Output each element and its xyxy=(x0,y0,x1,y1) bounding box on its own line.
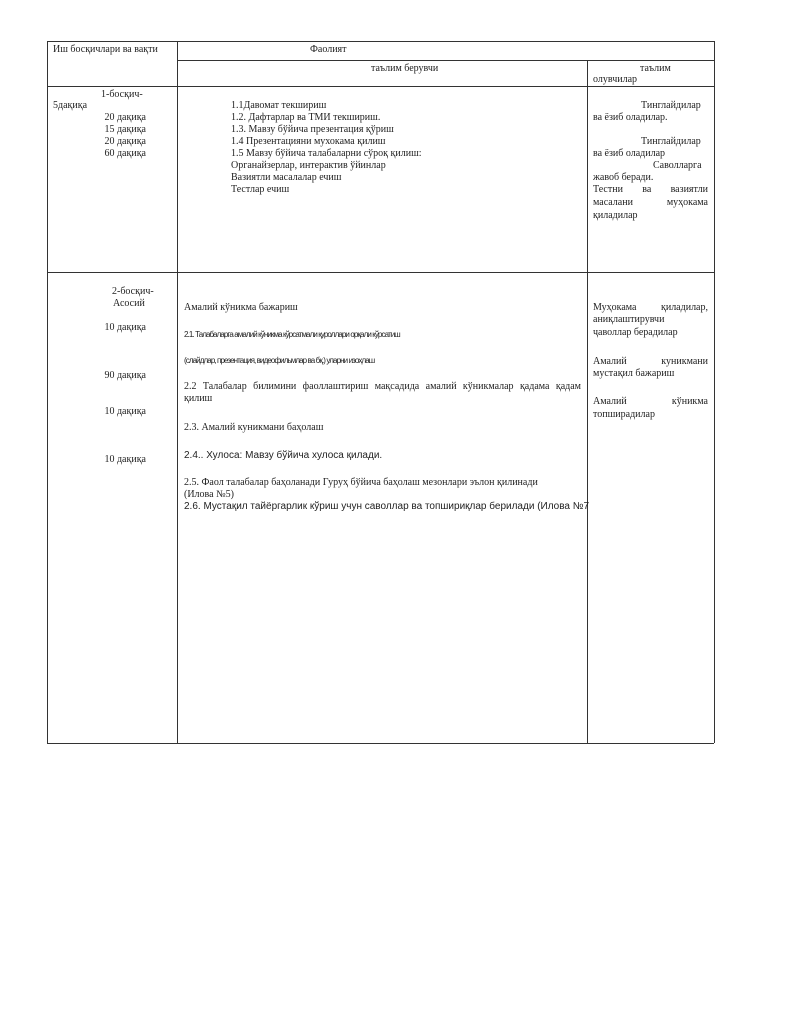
stage2-teacher-step: 2.4.. Хулоса: Мавзу бўйича хулоса қилади. xyxy=(184,450,383,461)
stage1-teacher-step: 1.3. Мавзу бўйича презентация қўриш xyxy=(231,124,394,135)
stage2-time: 90 дақиқа xyxy=(104,370,146,381)
stage2-teacher-step: 2.1. Талабаларга амалий кўникма кўрсатмали қуроллари орқали кўрсатиш xyxy=(184,330,400,339)
stage1-student-text: жавоб беради. xyxy=(593,172,654,183)
stage2-subtitle: Асосий xyxy=(113,298,145,309)
stage2-teacher-step: (Илова №5) xyxy=(184,489,234,500)
stage2-teacher-step: қилиш xyxy=(184,393,213,404)
stage1-student-text: Тинглайдилар xyxy=(641,100,701,111)
stage1-teacher-step: 1.4 Презентацияни мухокама қилиш xyxy=(231,136,386,147)
header-stages-time: Иш босқичлари ва вақти xyxy=(53,44,158,55)
stage2-teacher-step: (слайдлар, презентация, видеофильмлар ва бқ.) уларни изоҳлаш xyxy=(184,356,375,365)
stage1-student-text: қиладилар xyxy=(593,210,638,221)
header-teacher: таълим берувчи xyxy=(371,63,439,74)
header-students-line1: таълим xyxy=(640,63,671,74)
stage2-teacher-step: 2.2 Талабалар билимини фаоллаштириш мақсадида амалий кўникмалар қадама қадам xyxy=(184,381,581,392)
stage1-time: 20 дақиқа xyxy=(104,112,146,123)
stage2-student-text: мустақил бажариш xyxy=(593,368,675,379)
stage2-title: 2-босқич- xyxy=(112,286,154,297)
stage2-time: 10 дақиқа xyxy=(104,454,146,465)
stage1-student-text: Тестни ва вазиятли xyxy=(593,184,708,195)
stage2-teacher-step: 2.3. Амалий куникмани баҳолаш xyxy=(184,422,324,433)
stage1-student-text: ва ёзиб оладилар xyxy=(593,148,666,159)
stage1-student-text: Саволларга xyxy=(653,160,702,171)
stage1-time: 60 дақиқа xyxy=(104,148,146,159)
stage1-teacher-step: 1.1Давомат текшириш xyxy=(231,100,327,111)
stage1-time: 15 дақиқа xyxy=(104,124,146,135)
stage1-student-text: Тинглайдилар xyxy=(641,136,701,147)
stage2-student-text: аниқлаштирувчи xyxy=(593,314,665,325)
stage2-student-text: Муҳокама қиладилар, xyxy=(593,302,708,313)
header-activity: Фаолият xyxy=(310,44,347,55)
stage1-time: 20 дақиқа xyxy=(104,136,146,147)
stage2-teacher-step: 2.5. Фаол талабалар баҳоланади Гуруҳ бўйича баҳолаш мезонлари эълон қилинади xyxy=(184,477,538,488)
stage2-time: 10 дақиқа xyxy=(104,406,146,417)
stage2-time: 10 дақиқа xyxy=(104,322,146,333)
header-students-line2: олувчилар xyxy=(593,74,638,85)
stage2-teacher-intro: Амалий кўникма бажариш xyxy=(184,302,298,313)
stage1-teacher-step: Органайзерлар, интерактив ўйинлар xyxy=(231,160,386,171)
stage1-duration: 5дақиқа xyxy=(53,100,88,111)
stage2-student-text: Амалий кўникма xyxy=(593,396,708,407)
stage1-student-text: масалани муҳокама xyxy=(593,197,708,208)
stage1-teacher-step: Тестлар ечиш xyxy=(231,184,290,195)
stage2-student-text: Амалий куникмани xyxy=(593,356,708,367)
stage2-student-text: топширадилар xyxy=(593,409,655,420)
stage1-student-text: ва ёзиб оладилар. xyxy=(593,112,668,123)
stage1-teacher-step: 1.5 Мавзу бўйича талабаларни сўроқ қилиш: xyxy=(231,148,422,159)
stage2-teacher-step: 2.6. Мустақил тайёргарлик кўриш учун саволлар ва топшириқлар берилади (Илова №7 xyxy=(184,501,590,512)
stage1-title: 1-босқич- xyxy=(101,89,143,100)
stage1-teacher-step: Вазиятли масалалар ечиш xyxy=(231,172,342,183)
stage2-student-text: ҷаволлар берадилар xyxy=(593,327,678,338)
stage1-teacher-step: 1.2. Дафтарлар ва ТМИ текшириш. xyxy=(231,112,381,123)
